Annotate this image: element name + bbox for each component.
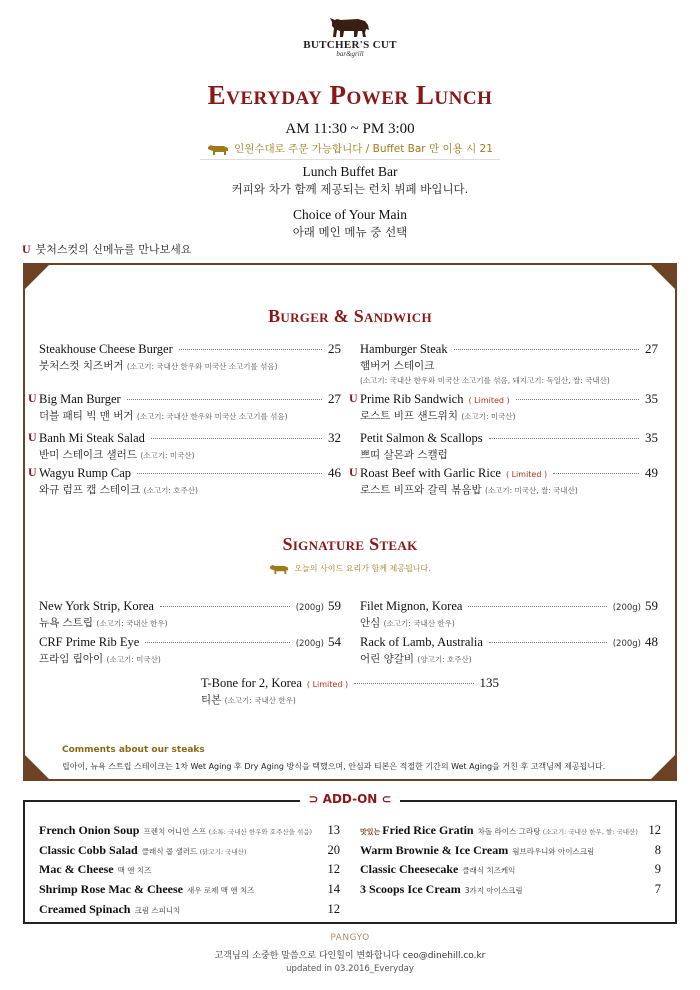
u-mark-icon: U bbox=[28, 391, 37, 405]
addon-origin: (닭고기: 국내산) bbox=[199, 848, 247, 856]
menu-item-origin: (소고기: 국내산 한우와 미국산 소고기를 섞음, 돼지고기: 독일산, 쌀: 국내산) bbox=[360, 376, 610, 385]
buffet-section bbox=[0, 164, 700, 197]
addon-name: Classic Cheesecake bbox=[360, 862, 459, 876]
menu-item-weight: (200g) bbox=[612, 639, 641, 649]
menu-item bbox=[201, 675, 499, 707]
menu-item-kr-name: 티본 bbox=[201, 694, 222, 706]
menu-item-header bbox=[201, 675, 499, 691]
dot-leader bbox=[145, 642, 289, 643]
menu-item-kr-name: 와규 럼프 캡 스테이크 bbox=[39, 484, 141, 496]
menu-item-price: 35 bbox=[645, 430, 658, 445]
addon-price: 12 bbox=[327, 862, 340, 876]
menu-item-name: T-Bone for 2, Korea bbox=[201, 676, 302, 690]
bull-icon bbox=[328, 14, 372, 38]
dot-leader bbox=[516, 399, 639, 400]
addon-price: 7 bbox=[654, 882, 661, 896]
addon-korean bbox=[134, 905, 180, 916]
order-note bbox=[0, 141, 700, 156]
addon-korean bbox=[118, 865, 152, 876]
steak-section-title: Signature Steak bbox=[282, 534, 418, 554]
frame-corner bbox=[651, 755, 675, 779]
page-title: Everyday Power Lunch bbox=[207, 80, 493, 110]
steak-note-text: 오늘의 사이드 요리가 함께 제공됩니다. bbox=[294, 564, 431, 573]
dot-leader bbox=[127, 399, 322, 400]
menu-item bbox=[360, 430, 658, 462]
dot-leader bbox=[179, 349, 322, 350]
menu-item-korean bbox=[360, 447, 658, 462]
addon-korean bbox=[512, 846, 594, 857]
menu-item-price: 27 bbox=[645, 341, 658, 356]
menu-item-price: 59 bbox=[645, 598, 658, 613]
menu-item-header bbox=[39, 465, 341, 481]
dot-leader bbox=[137, 473, 322, 474]
comments-title: Comments about our steaks bbox=[62, 745, 205, 755]
dot-leader bbox=[454, 349, 639, 350]
menu-item-origin: (소고기: 미국산) bbox=[140, 451, 195, 460]
menu-item-korean bbox=[39, 358, 341, 373]
buffet-title: Lunch Buffet Bar bbox=[302, 164, 398, 179]
u-mark-icon: U bbox=[349, 391, 358, 405]
addon-item bbox=[360, 843, 661, 858]
menu-item-kr-name: 로스트 비프와 갈릭 볶음밥 bbox=[360, 484, 482, 496]
addon-kr-name: 맥 앤 치즈 bbox=[117, 866, 152, 875]
addon-item bbox=[39, 843, 340, 858]
menu-item-header bbox=[39, 430, 341, 446]
choice-title: Choice of Your Main bbox=[293, 207, 407, 222]
menu-item-kr-name: 프라임 립아이 bbox=[39, 653, 104, 665]
u-mark-icon: U bbox=[28, 465, 37, 479]
addon-kr-name: 클래식 콥 샐러드 bbox=[141, 847, 198, 856]
addon-origin: (소톡: 국내산 한우와 호주산을 섞음) bbox=[208, 828, 313, 836]
addon-korean bbox=[143, 826, 312, 837]
dot-leader bbox=[489, 438, 639, 439]
addon-title: ⊃ ADD-ON ⊂ bbox=[300, 792, 400, 806]
addon-name: Fried Rice Gratin bbox=[382, 823, 474, 837]
addon-name: Creamed Spinach bbox=[39, 902, 131, 916]
addon-price: 12 bbox=[327, 902, 340, 916]
menu-item-price: 59 bbox=[328, 598, 341, 613]
menu-item-header bbox=[39, 634, 341, 650]
addon-item bbox=[39, 882, 340, 897]
menu-item-name: Big Man Burger bbox=[39, 392, 121, 406]
addon-name: Warm Brownie & Ice Cream bbox=[360, 843, 509, 857]
addon-price: 9 bbox=[654, 862, 661, 876]
frame-corner bbox=[651, 265, 675, 289]
menu-item-korean bbox=[39, 615, 341, 630]
menu-item bbox=[39, 341, 341, 373]
menu-item-header bbox=[360, 465, 658, 481]
menu-item bbox=[360, 598, 658, 630]
menu-item-korean bbox=[360, 358, 658, 373]
addon-kr-name: 클래식 치즈케익 bbox=[462, 866, 516, 875]
menu-item-origin: (소고기: 호주산) bbox=[143, 486, 198, 495]
burger-section-title: Burger & Sandwich bbox=[268, 306, 432, 326]
addon-korean bbox=[465, 885, 523, 896]
menu-item-kr-name: 뉴욕 스트립 bbox=[39, 617, 94, 629]
choice-desc: 아래 메인 메뉴 중 선택 bbox=[292, 225, 408, 239]
menu-item-price: 54 bbox=[328, 634, 341, 649]
u-mark-icon: U bbox=[28, 430, 37, 444]
menu-item-price: 35 bbox=[645, 391, 658, 406]
menu-item-name: New York Strip, Korea bbox=[39, 599, 154, 613]
dot-leader bbox=[489, 642, 607, 643]
addon-price: 13 bbox=[327, 823, 340, 837]
choice-section bbox=[0, 207, 700, 240]
menu-item-header bbox=[39, 341, 341, 357]
menu-item-name: Banh Mi Steak Salad bbox=[39, 431, 145, 445]
addon-price: 20 bbox=[327, 843, 340, 857]
menu-item bbox=[28, 391, 341, 423]
menu-item-header bbox=[39, 598, 341, 614]
menu-item-kr-name: 안심 bbox=[360, 617, 381, 629]
menu-item-korean bbox=[39, 482, 341, 497]
menu-item-kr-name: 더블 패티 빅 맨 버거 bbox=[39, 410, 134, 422]
addon-item bbox=[39, 823, 340, 838]
addon-item bbox=[39, 862, 340, 877]
menu-item bbox=[360, 341, 658, 386]
footer-location: PANGYO bbox=[330, 933, 370, 943]
menu-item bbox=[28, 430, 341, 462]
menu-item-header bbox=[360, 430, 658, 446]
menu-item-name: Prime Rib Sandwich bbox=[360, 392, 464, 406]
menu-item-origin: (소고기: 국내산 한우) bbox=[96, 619, 168, 628]
limited-badge: ( Limited ) bbox=[505, 470, 548, 479]
frame-corner bbox=[25, 265, 49, 289]
addon-kr-name: 3가지 아이스크림 bbox=[464, 886, 523, 895]
addon-name: French Onion Soup bbox=[39, 823, 140, 837]
new-badge-icon: 맛있는 bbox=[360, 828, 381, 836]
addon-origin: (소고기: 국내산 한우, 쌀: 국내산) bbox=[542, 828, 638, 836]
menu-item-price: 48 bbox=[645, 634, 658, 649]
menu-item-korean bbox=[39, 651, 341, 666]
order-note-text: 인원수대로 주문 가능합니다 / Buffet Bar 만 이용 시 21 bbox=[234, 143, 493, 155]
menu-item-origin: (소고기: 국내산 한우와 미국산 소고기를 섞음) bbox=[126, 362, 278, 371]
menu-item-korean bbox=[360, 408, 658, 423]
menu-item-name: Rack of Lamb, Australia bbox=[360, 635, 483, 649]
menu-item-weight: (200g) bbox=[612, 603, 641, 613]
menu-item-korean bbox=[360, 482, 658, 497]
addon-name: Classic Cobb Salad bbox=[39, 843, 138, 857]
divider bbox=[200, 159, 500, 160]
menu-item-price: 27 bbox=[328, 391, 341, 406]
menu-item-origin: (소고기: 미국산) bbox=[106, 655, 161, 664]
dot-leader bbox=[160, 606, 290, 607]
menu-item-kr-name: 햄버거 스테이크 bbox=[360, 360, 435, 372]
brand-name: BUTCHER'S CUT bbox=[303, 39, 397, 51]
addon-kr-name: 차돌 라이스 그라탕 bbox=[477, 827, 541, 836]
menu-item bbox=[28, 465, 341, 497]
limited-badge: ( Limited ) bbox=[306, 680, 349, 689]
steak-note bbox=[0, 563, 700, 574]
menu-item-kr-name: 붓처스컷 치즈버거 bbox=[39, 360, 124, 372]
addon-korean bbox=[187, 885, 255, 896]
menu-item-origin: (양고기: 호주산) bbox=[417, 655, 472, 664]
menu-item-origin: (소고기: 미국산) bbox=[461, 412, 516, 421]
menu-item-kr-name: 쁘띠 살몬과 스캘럽 bbox=[360, 449, 448, 461]
menu-item-price: 49 bbox=[645, 465, 658, 480]
addon-name: 3 Scoops Ice Cream bbox=[360, 882, 461, 896]
dot-leader bbox=[151, 438, 322, 439]
addon-kr-name: 새우 로제 맥 앤 치즈 bbox=[186, 886, 255, 895]
addon-item bbox=[360, 823, 661, 838]
addon-kr-name: 프렌치 어니언 스프 bbox=[143, 827, 207, 836]
menu-item-weight: (200g) bbox=[295, 639, 324, 649]
footer-updated: updated in 03.2016_Everyday bbox=[286, 964, 414, 974]
addon-name: Shrimp Rose Mac & Cheese bbox=[39, 882, 183, 896]
addon-price: 8 bbox=[654, 843, 661, 857]
menu-item-origin: (소고기: 국내산 한우) bbox=[383, 619, 455, 628]
menu-item bbox=[349, 391, 658, 423]
menu-item-kr-name: 어린 양갈비 bbox=[360, 653, 415, 665]
menu-item-price: 32 bbox=[328, 430, 341, 445]
menu-item bbox=[39, 598, 341, 630]
menu-item-price: 25 bbox=[328, 341, 341, 356]
menu-item-header bbox=[360, 341, 658, 357]
menu-item-origin: (소고기: 국내산 한우와 미국산 소고기를 섞음) bbox=[136, 412, 288, 421]
footer-contact: 고객님의 소중한 말씀으로 다인힐이 변화합니다 ceo@dinehill.co.kr bbox=[214, 951, 486, 961]
comments-text: 립아이, 뉴욕 스트립 스테이크는 1차 Wet Aging 후 Dry Aging 방식을 택했으며, 안심과 티본은 적절한 기간의 Wet Aging을 거친 후 고객님께 제공됩니다. bbox=[62, 762, 606, 771]
u-mark-icon: U bbox=[349, 465, 358, 479]
brand-sub: bar&grill bbox=[336, 50, 364, 58]
menu-item-header bbox=[360, 391, 658, 407]
cow-icon bbox=[207, 144, 229, 155]
dot-leader bbox=[468, 606, 606, 607]
new-menu-note bbox=[22, 241, 191, 257]
dot-leader bbox=[354, 683, 473, 684]
addon-kr-name: 웜브라우니와 아이스크림 bbox=[512, 847, 595, 856]
menu-item-weight: (200g) bbox=[295, 603, 324, 613]
new-menu-text: 붓처스컷의 신메뉴를 만나보세요 bbox=[35, 243, 192, 256]
logo bbox=[0, 14, 700, 58]
addon-korean bbox=[462, 865, 515, 876]
menu-item-price: 46 bbox=[328, 465, 341, 480]
menu-item-header bbox=[360, 634, 658, 650]
menu-item-korean bbox=[201, 692, 499, 707]
menu-item-korean bbox=[39, 447, 341, 462]
menu-item-korean bbox=[360, 651, 658, 666]
dot-leader bbox=[553, 473, 639, 474]
cow-icon bbox=[269, 564, 289, 574]
menu-item-header bbox=[39, 391, 341, 407]
menu-item-origin: (소고기: 미국산, 쌀: 국내산) bbox=[484, 486, 578, 495]
addon-item bbox=[360, 862, 661, 877]
addon-korean bbox=[478, 826, 638, 837]
menu-item-name: Petit Salmon & Scallops bbox=[360, 431, 483, 445]
menu-item-kr-name: 로스트 비프 샌드위치 bbox=[360, 410, 458, 422]
menu-item-name: Steakhouse Cheese Burger bbox=[39, 342, 173, 356]
menu-item bbox=[349, 465, 658, 497]
menu-item-name: Roast Beef with Garlic Rice bbox=[360, 466, 501, 480]
menu-item-name: Hamburger Steak bbox=[360, 342, 448, 356]
buffet-desc: 커피와 차가 함께 제공되는 런치 뷔페 바입니다. bbox=[231, 182, 469, 196]
menu-item-name: Filet Mignon, Korea bbox=[360, 599, 463, 613]
menu-item bbox=[39, 634, 341, 666]
addon-price: 12 bbox=[648, 823, 661, 837]
addon-title-text: ADD-ON bbox=[322, 792, 378, 806]
menu-item-price: 135 bbox=[479, 675, 499, 690]
menu-item-name: Wagyu Rump Cap bbox=[39, 466, 132, 480]
menu-item-origin: (소고기: 국내산 한우) bbox=[224, 696, 296, 705]
menu-item-header bbox=[360, 598, 658, 614]
addon-korean bbox=[142, 846, 247, 857]
lunch-hours: AM 11:30 ~ PM 3:00 bbox=[285, 121, 415, 137]
menu-item-kr-name: 반미 스테이크 샐러드 bbox=[39, 449, 137, 461]
menu-item-korean bbox=[39, 408, 341, 423]
addon-item bbox=[360, 882, 661, 897]
menu-item-korean bbox=[360, 615, 658, 630]
menu-item bbox=[360, 634, 658, 666]
addon-kr-name: 크림 스피니치 bbox=[134, 906, 181, 915]
menu-item-name: CRF Prime Rib Eye bbox=[39, 635, 140, 649]
limited-badge: ( Limited ) bbox=[468, 396, 510, 405]
addon-name: Mac & Cheese bbox=[39, 862, 114, 876]
u-mark-icon: U bbox=[22, 242, 31, 256]
addon-price: 14 bbox=[327, 882, 340, 896]
addon-item bbox=[39, 902, 340, 917]
frame-corner bbox=[25, 755, 49, 779]
